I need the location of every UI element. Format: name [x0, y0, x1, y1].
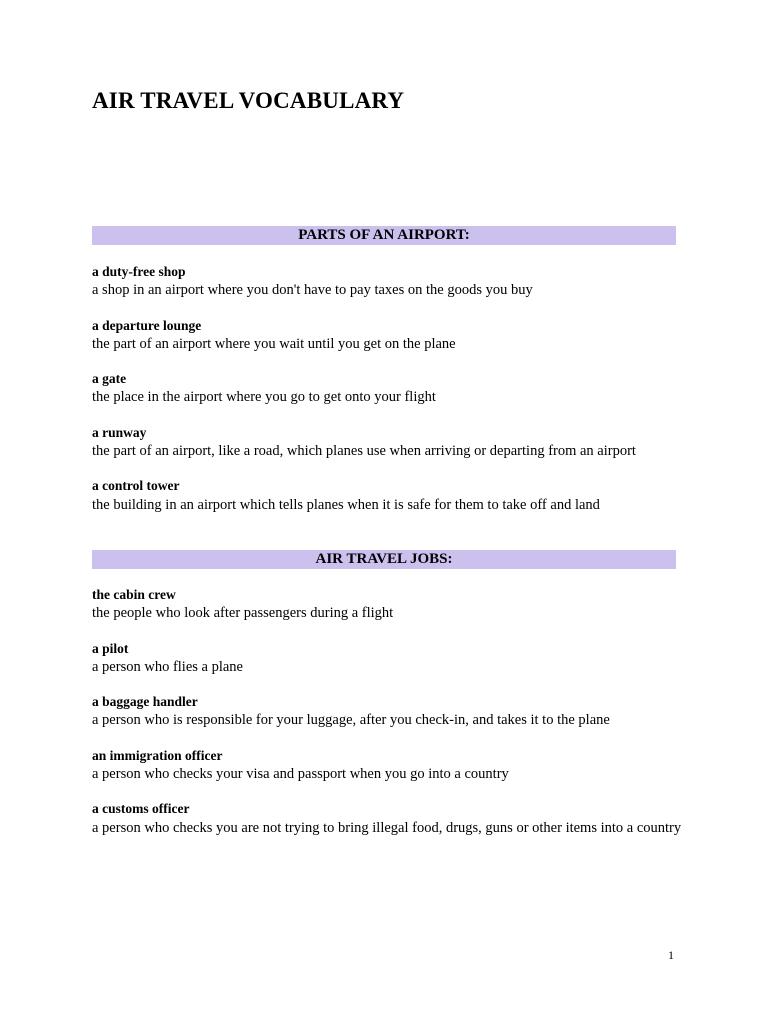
term-word: a runway	[92, 424, 147, 440]
term-word: an immigration officer	[92, 747, 223, 763]
term-entry	[92, 263, 692, 300]
term-entry	[92, 640, 692, 677]
term-word: a baggage handler	[92, 694, 198, 710]
term-entry	[92, 586, 692, 623]
term-entry	[92, 477, 692, 514]
term-word: a gate	[92, 371, 127, 387]
term-definition: a person who flies a plane	[92, 658, 243, 675]
term-word: the cabin crew	[92, 587, 176, 602]
term-definition: a shop in an airport where you don't have to pay taxes on the goods you buy	[92, 282, 533, 299]
section-header-parts-of-airport: PARTS OF AN AIRPORT:	[92, 226, 676, 245]
term-definition: a person who is responsible for your luggage, after you check-in, and takes it to the plane	[92, 712, 610, 729]
term-word: a departure lounge	[92, 317, 202, 333]
term-definition: the building in an airport which tells planes when it is safe for them to take off and land	[92, 496, 600, 513]
term-definition: the part of an airport, like a road, which planes use when arriving or departing from an airport	[92, 443, 636, 460]
term-word: a duty-free shop	[92, 264, 186, 279]
term-word: a control tower	[92, 478, 180, 494]
section-header-air-travel-jobs: AIR TRAVEL JOBS:	[92, 550, 676, 569]
term-entry	[92, 424, 692, 461]
term-definition: a person who checks you are not trying to bring illegal food, drugs, guns or other items into a country	[92, 819, 682, 836]
term-definition: the place in the airport where you go to get onto your flight	[92, 389, 436, 406]
term-entry	[92, 800, 692, 837]
term-list-parts-of-airport	[92, 263, 692, 531]
term-definition: the people who look after passengers during a flight	[92, 605, 394, 622]
term-entry	[92, 693, 692, 730]
term-definition: the part of an airport where you wait until you get on the plane	[92, 335, 456, 352]
term-entry	[92, 370, 692, 407]
term-entry	[92, 317, 692, 354]
term-word: a customs officer	[92, 801, 190, 817]
term-definition: a person who checks your visa and passport when you go into a country	[92, 766, 509, 783]
term-word: a pilot	[92, 640, 129, 656]
term-list-air-travel-jobs	[92, 586, 692, 854]
page-number: 1	[668, 948, 674, 962]
document-title: AIR TRAVEL VOCABULARY	[92, 88, 405, 113]
term-entry	[92, 747, 692, 784]
